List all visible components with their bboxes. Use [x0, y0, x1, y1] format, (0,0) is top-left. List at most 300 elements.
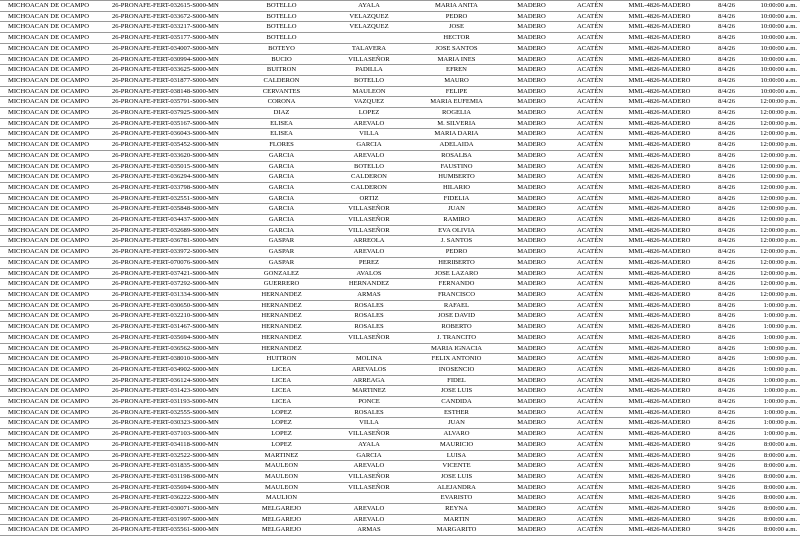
second-surname-cell: [329, 33, 409, 44]
date-cell: 8/4/26: [698, 289, 738, 300]
second-surname-cell: ORTIZ: [329, 193, 409, 204]
table-row: [0, 1, 800, 12]
first-surname-cell: MAULEON: [234, 471, 329, 482]
table-row: [0, 86, 800, 97]
second-surname-cell: [329, 343, 409, 354]
state-cell: MICHOACAN DE OCAMPO: [0, 332, 104, 343]
second-surname-cell: PADILLA: [329, 65, 409, 76]
center-code-cell: MML-4826-MADERO: [621, 504, 698, 515]
table-row: [0, 461, 800, 472]
given-name-cell: MARIA EUFEMIA: [409, 97, 504, 108]
first-surname-cell: HERNANDEZ: [234, 322, 329, 333]
municipality-cell: MADERO: [504, 450, 559, 461]
table-row: [0, 322, 800, 333]
time-cell: 8:00:00 a.m.: [738, 514, 800, 525]
state-cell: MICHOACAN DE OCAMPO: [0, 257, 104, 268]
folio-cell: 26-PRONAFE-FERT-035177-S000-MN: [104, 33, 234, 44]
date-cell: 8/4/26: [698, 247, 738, 258]
center-code-cell: MML-4826-MADERO: [621, 193, 698, 204]
second-surname-cell: VILLASEÑOR: [329, 471, 409, 482]
folio-cell: 26-PRONAFE-FERT-032689-S000-MN: [104, 225, 234, 236]
municipality-cell: MADERO: [504, 461, 559, 472]
given-name-cell: RAFAEL: [409, 300, 504, 311]
state-cell: MICHOACAN DE OCAMPO: [0, 525, 104, 536]
second-surname-cell: AVALOS: [329, 268, 409, 279]
second-surname-cell: VILLA: [329, 418, 409, 429]
table-row: [0, 225, 800, 236]
center-code-cell: MML-4826-MADERO: [621, 493, 698, 504]
second-surname-cell: HERNANDEZ: [329, 279, 409, 290]
table-row: [0, 450, 800, 461]
first-surname-cell: HERNANDEZ: [234, 332, 329, 343]
time-cell: 12:00:00 p.m.: [738, 150, 800, 161]
municipality-cell: MADERO: [504, 161, 559, 172]
center-code-cell: MML-4826-MADERO: [621, 75, 698, 86]
table-row: [0, 343, 800, 354]
locality-cell: ACATÉN: [559, 225, 621, 236]
municipality-cell: MADERO: [504, 54, 559, 65]
first-surname-cell: LICEA: [234, 364, 329, 375]
table-row: [0, 471, 800, 482]
given-name-cell: EVARISTO: [409, 493, 504, 504]
center-code-cell: MML-4826-MADERO: [621, 172, 698, 183]
table-row: [0, 386, 800, 397]
time-cell: 10:00:00 a.m.: [738, 33, 800, 44]
given-name-cell: EVA OLIVIA: [409, 225, 504, 236]
date-cell: 8/4/26: [698, 364, 738, 375]
locality-cell: ACATÉN: [559, 279, 621, 290]
given-name-cell: JOSE LUIS: [409, 471, 504, 482]
folio-cell: 26-PRONAFE-FERT-035694-S000-MN: [104, 482, 234, 493]
second-surname-cell: CALDERON: [329, 182, 409, 193]
folio-cell: 26-PRONAFE-FERT-038148-S000-MN: [104, 86, 234, 97]
municipality-cell: MADERO: [504, 193, 559, 204]
given-name-cell: ESTHER: [409, 407, 504, 418]
date-cell: 8/4/26: [698, 54, 738, 65]
locality-cell: ACATÉN: [559, 525, 621, 536]
date-cell: 8/4/26: [698, 182, 738, 193]
folio-cell: 26-PRONAFE-FERT-034118-S000-MN: [104, 439, 234, 450]
first-surname-cell: MELGAREJO: [234, 525, 329, 536]
first-surname-cell: GUERRERO: [234, 279, 329, 290]
time-cell: 12:00:00 p.m.: [738, 193, 800, 204]
time-cell: 12:00:00 p.m.: [738, 140, 800, 151]
second-surname-cell: PONCE: [329, 397, 409, 408]
time-cell: 12:00:00 p.m.: [738, 225, 800, 236]
state-cell: MICHOACAN DE OCAMPO: [0, 343, 104, 354]
given-name-cell: FAUSTINO: [409, 161, 504, 172]
second-surname-cell: VILLASEÑOR: [329, 204, 409, 215]
locality-cell: ACATÉN: [559, 354, 621, 365]
table-row: [0, 97, 800, 108]
first-surname-cell: HERNANDEZ: [234, 300, 329, 311]
table-row: [0, 236, 800, 247]
locality-cell: ACATÉN: [559, 204, 621, 215]
folio-cell: 26-PRONAFE-FERT-037292-S000-MN: [104, 279, 234, 290]
given-name-cell: LUISA: [409, 450, 504, 461]
given-name-cell: J. TRANCITO: [409, 332, 504, 343]
locality-cell: ACATÉN: [559, 172, 621, 183]
second-surname-cell: MOLINA: [329, 354, 409, 365]
municipality-cell: MADERO: [504, 397, 559, 408]
table-row: [0, 204, 800, 215]
center-code-cell: MML-4826-MADERO: [621, 182, 698, 193]
given-name-cell: MARIA DARIA: [409, 129, 504, 140]
time-cell: 8:00:00 a.m.: [738, 450, 800, 461]
state-cell: MICHOACAN DE OCAMPO: [0, 22, 104, 33]
center-code-cell: MML-4826-MADERO: [621, 289, 698, 300]
folio-cell: 26-PRONAFE-FERT-033972-S000-MN: [104, 247, 234, 258]
center-code-cell: MML-4826-MADERO: [621, 343, 698, 354]
given-name-cell: ALVARO: [409, 429, 504, 440]
given-name-cell: HUMBERTO: [409, 172, 504, 183]
state-cell: MICHOACAN DE OCAMPO: [0, 289, 104, 300]
municipality-cell: MADERO: [504, 279, 559, 290]
time-cell: 1:00:00 p.m.: [738, 397, 800, 408]
given-name-cell: HECTOR: [409, 33, 504, 44]
time-cell: 1:00:00 p.m.: [738, 332, 800, 343]
date-cell: 8/4/26: [698, 215, 738, 226]
date-cell: 9/4/26: [698, 514, 738, 525]
municipality-cell: MADERO: [504, 65, 559, 76]
municipality-cell: MADERO: [504, 22, 559, 33]
second-surname-cell: VILLASEÑOR: [329, 225, 409, 236]
time-cell: 12:00:00 p.m.: [738, 161, 800, 172]
locality-cell: ACATÉN: [559, 439, 621, 450]
center-code-cell: MML-4826-MADERO: [621, 268, 698, 279]
municipality-cell: MADERO: [504, 43, 559, 54]
folio-cell: 26-PRONAFE-FERT-035561-S000-MN: [104, 525, 234, 536]
table-row: [0, 354, 800, 365]
date-cell: 8/4/26: [698, 140, 738, 151]
folio-cell: 26-PRONAFE-FERT-032551-S000-MN: [104, 193, 234, 204]
date-cell: 8/4/26: [698, 332, 738, 343]
given-name-cell: ROGELIA: [409, 108, 504, 119]
center-code-cell: MML-4826-MADERO: [621, 1, 698, 12]
first-surname-cell: BOTELLO: [234, 11, 329, 22]
state-cell: MICHOACAN DE OCAMPO: [0, 322, 104, 333]
first-surname-cell: LOPEZ: [234, 439, 329, 450]
first-surname-cell: MAULEON: [234, 461, 329, 472]
first-surname-cell: HUITRON: [234, 354, 329, 365]
center-code-cell: MML-4826-MADERO: [621, 311, 698, 322]
given-name-cell: FRANCISCO: [409, 289, 504, 300]
folio-cell: 26-PRONAFE-FERT-037103-S000-MN: [104, 429, 234, 440]
state-cell: MICHOACAN DE OCAMPO: [0, 375, 104, 386]
given-name-cell: CANDIDA: [409, 397, 504, 408]
municipality-cell: MADERO: [504, 322, 559, 333]
municipality-cell: MADERO: [504, 300, 559, 311]
table-row: [0, 161, 800, 172]
given-name-cell: JOSE LUIS: [409, 386, 504, 397]
date-cell: 8/4/26: [698, 225, 738, 236]
table-row: [0, 215, 800, 226]
center-code-cell: MML-4826-MADERO: [621, 43, 698, 54]
first-surname-cell: GARCIA: [234, 225, 329, 236]
table-row: [0, 375, 800, 386]
municipality-cell: MADERO: [504, 407, 559, 418]
time-cell: 10:00:00 a.m.: [738, 1, 800, 12]
first-surname-cell: BOTELLO: [234, 33, 329, 44]
given-name-cell: FELIPE: [409, 86, 504, 97]
center-code-cell: MML-4826-MADERO: [621, 386, 698, 397]
first-surname-cell: CERVANTES: [234, 86, 329, 97]
first-surname-cell: ELISEA: [234, 129, 329, 140]
folio-cell: 26-PRONAFE-FERT-035848-S000-MN: [104, 204, 234, 215]
table-row: [0, 22, 800, 33]
state-cell: MICHOACAN DE OCAMPO: [0, 108, 104, 119]
given-name-cell: JUAN: [409, 418, 504, 429]
center-code-cell: MML-4826-MADERO: [621, 397, 698, 408]
first-surname-cell: GARCIA: [234, 193, 329, 204]
state-cell: MICHOACAN DE OCAMPO: [0, 514, 104, 525]
first-surname-cell: MARTINEZ: [234, 450, 329, 461]
municipality-cell: MADERO: [504, 439, 559, 450]
center-code-cell: MML-4826-MADERO: [621, 439, 698, 450]
time-cell: 10:00:00 a.m.: [738, 86, 800, 97]
first-surname-cell: GARCIA: [234, 172, 329, 183]
municipality-cell: MADERO: [504, 289, 559, 300]
second-surname-cell: ARMAS: [329, 289, 409, 300]
center-code-cell: MML-4826-MADERO: [621, 407, 698, 418]
folio-cell: 26-PRONAFE-FERT-035015-S000-MN: [104, 161, 234, 172]
first-surname-cell: GASPAR: [234, 257, 329, 268]
state-cell: MICHOACAN DE OCAMPO: [0, 397, 104, 408]
center-code-cell: MML-4826-MADERO: [621, 11, 698, 22]
table-row: [0, 247, 800, 258]
folio-cell: 26-PRONAFE-FERT-036294-S000-MN: [104, 172, 234, 183]
first-surname-cell: BOTELLO: [234, 22, 329, 33]
folio-cell: 26-PRONAFE-FERT-034902-S000-MN: [104, 364, 234, 375]
second-surname-cell: ARREOLA: [329, 236, 409, 247]
municipality-cell: MADERO: [504, 332, 559, 343]
table-row: [0, 33, 800, 44]
first-surname-cell: GASPAR: [234, 247, 329, 258]
folio-cell: 26-PRONAFE-FERT-030994-S000-MN: [104, 54, 234, 65]
table-row: [0, 300, 800, 311]
second-surname-cell: VILLASEÑOR: [329, 332, 409, 343]
date-cell: 9/4/26: [698, 504, 738, 515]
first-surname-cell: ELISEA: [234, 118, 329, 129]
table-row: [0, 75, 800, 86]
locality-cell: ACATÉN: [559, 215, 621, 226]
first-surname-cell: LICEA: [234, 375, 329, 386]
folio-cell: 26-PRONAFE-FERT-036124-S000-MN: [104, 375, 234, 386]
first-surname-cell: MELGAREJO: [234, 514, 329, 525]
time-cell: 12:00:00 p.m.: [738, 257, 800, 268]
municipality-cell: MADERO: [504, 268, 559, 279]
locality-cell: ACATÉN: [559, 65, 621, 76]
table-row: [0, 514, 800, 525]
second-surname-cell: ROSALES: [329, 407, 409, 418]
given-name-cell: REYNA: [409, 504, 504, 515]
time-cell: 10:00:00 a.m.: [738, 22, 800, 33]
date-cell: 8/4/26: [698, 22, 738, 33]
date-cell: 8/4/26: [698, 129, 738, 140]
municipality-cell: MADERO: [504, 11, 559, 22]
first-surname-cell: CALDERON: [234, 75, 329, 86]
first-surname-cell: MAULEON: [234, 482, 329, 493]
municipality-cell: MADERO: [504, 375, 559, 386]
table-row: [0, 504, 800, 515]
second-surname-cell: VELAZQUEZ: [329, 22, 409, 33]
center-code-cell: MML-4826-MADERO: [621, 118, 698, 129]
date-cell: 8/4/26: [698, 397, 738, 408]
table-row: [0, 407, 800, 418]
given-name-cell: HERIBERTO: [409, 257, 504, 268]
center-code-cell: MML-4826-MADERO: [621, 204, 698, 215]
second-surname-cell: AREVALO: [329, 118, 409, 129]
municipality-cell: MADERO: [504, 150, 559, 161]
state-cell: MICHOACAN DE OCAMPO: [0, 279, 104, 290]
state-cell: MICHOACAN DE OCAMPO: [0, 354, 104, 365]
given-name-cell: JOSE LAZARO: [409, 268, 504, 279]
date-cell: 8/4/26: [698, 429, 738, 440]
locality-cell: ACATÉN: [559, 450, 621, 461]
municipality-cell: MADERO: [504, 172, 559, 183]
locality-cell: ACATÉN: [559, 247, 621, 258]
time-cell: 10:00:00 a.m.: [738, 54, 800, 65]
first-surname-cell: HERNANDEZ: [234, 311, 329, 322]
locality-cell: ACATÉN: [559, 429, 621, 440]
folio-cell: 26-PRONAFE-FERT-031467-S000-MN: [104, 322, 234, 333]
locality-cell: ACATÉN: [559, 118, 621, 129]
date-cell: 8/4/26: [698, 268, 738, 279]
folio-cell: 26-PRONAFE-FERT-038010-S000-MN: [104, 354, 234, 365]
state-cell: MICHOACAN DE OCAMPO: [0, 54, 104, 65]
locality-cell: ACATÉN: [559, 193, 621, 204]
first-surname-cell: MELGAREJO: [234, 504, 329, 515]
second-surname-cell: LOPEZ: [329, 108, 409, 119]
locality-cell: ACATÉN: [559, 43, 621, 54]
date-cell: 8/4/26: [698, 386, 738, 397]
municipality-cell: MADERO: [504, 86, 559, 97]
locality-cell: ACATÉN: [559, 75, 621, 86]
time-cell: 1:00:00 p.m.: [738, 300, 800, 311]
given-name-cell: PEDRO: [409, 11, 504, 22]
second-surname-cell: VILLASEÑOR: [329, 482, 409, 493]
time-cell: 12:00:00 p.m.: [738, 97, 800, 108]
first-surname-cell: BUCIO: [234, 54, 329, 65]
second-surname-cell: GARCIA: [329, 140, 409, 151]
folio-cell: 26-PRONAFE-FERT-036043-S000-MN: [104, 129, 234, 140]
date-cell: 8/4/26: [698, 322, 738, 333]
center-code-cell: MML-4826-MADERO: [621, 322, 698, 333]
date-cell: 8/4/26: [698, 33, 738, 44]
time-cell: 8:00:00 a.m.: [738, 439, 800, 450]
state-cell: MICHOACAN DE OCAMPO: [0, 247, 104, 258]
date-cell: 8/4/26: [698, 343, 738, 354]
state-cell: MICHOACAN DE OCAMPO: [0, 504, 104, 515]
municipality-cell: MADERO: [504, 204, 559, 215]
municipality-cell: MADERO: [504, 354, 559, 365]
locality-cell: ACATÉN: [559, 140, 621, 151]
date-cell: 8/4/26: [698, 161, 738, 172]
given-name-cell: INOSENCIO: [409, 364, 504, 375]
date-cell: 8/4/26: [698, 418, 738, 429]
locality-cell: ACATÉN: [559, 514, 621, 525]
folio-cell: 26-PRONAFE-FERT-037421-S000-MN: [104, 268, 234, 279]
folio-cell: 26-PRONAFE-FERT-031198-S000-MN: [104, 471, 234, 482]
state-cell: MICHOACAN DE OCAMPO: [0, 97, 104, 108]
date-cell: 8/4/26: [698, 65, 738, 76]
municipality-cell: MADERO: [504, 118, 559, 129]
locality-cell: ACATÉN: [559, 257, 621, 268]
time-cell: 10:00:00 a.m.: [738, 11, 800, 22]
folio-cell: 26-PRONAFE-FERT-070076-S000-MN: [104, 257, 234, 268]
state-cell: MICHOACAN DE OCAMPO: [0, 86, 104, 97]
folio-cell: 26-PRONAFE-FERT-034007-S000-MN: [104, 43, 234, 54]
center-code-cell: MML-4826-MADERO: [621, 247, 698, 258]
municipality-cell: MADERO: [504, 1, 559, 12]
state-cell: MICHOACAN DE OCAMPO: [0, 172, 104, 183]
time-cell: 12:00:00 p.m.: [738, 172, 800, 183]
second-surname-cell: AREVALO: [329, 150, 409, 161]
table-row: [0, 118, 800, 129]
locality-cell: ACATÉN: [559, 322, 621, 333]
second-surname-cell: ROSALES: [329, 300, 409, 311]
time-cell: 1:00:00 p.m.: [738, 386, 800, 397]
locality-cell: ACATÉN: [559, 386, 621, 397]
table-row: [0, 493, 800, 504]
given-name-cell: FIDEL: [409, 375, 504, 386]
second-surname-cell: AYALA: [329, 1, 409, 12]
table-row: [0, 289, 800, 300]
municipality-cell: MADERO: [504, 129, 559, 140]
first-surname-cell: LOPEZ: [234, 418, 329, 429]
date-cell: 8/4/26: [698, 1, 738, 12]
folio-cell: 26-PRONAFE-FERT-031997-S000-MN: [104, 514, 234, 525]
given-name-cell: ALEJANDRA: [409, 482, 504, 493]
date-cell: 9/4/26: [698, 439, 738, 450]
date-cell: 8/4/26: [698, 86, 738, 97]
date-cell: 8/4/26: [698, 43, 738, 54]
folio-cell: 26-PRONAFE-FERT-037925-S000-MN: [104, 108, 234, 119]
time-cell: 8:00:00 a.m.: [738, 482, 800, 493]
state-cell: MICHOACAN DE OCAMPO: [0, 150, 104, 161]
date-cell: 9/4/26: [698, 493, 738, 504]
given-name-cell: JOSE: [409, 22, 504, 33]
given-name-cell: FERNANDO: [409, 279, 504, 290]
given-name-cell: FELIX ANTONIO: [409, 354, 504, 365]
locality-cell: ACATÉN: [559, 33, 621, 44]
folio-cell: 26-PRONAFE-FERT-030650-S000-MN: [104, 300, 234, 311]
first-surname-cell: GARCIA: [234, 161, 329, 172]
second-surname-cell: AREVALO: [329, 461, 409, 472]
given-name-cell: MARIA IGNACIA: [409, 343, 504, 354]
time-cell: 10:00:00 a.m.: [738, 65, 800, 76]
locality-cell: ACATÉN: [559, 236, 621, 247]
folio-cell: 26-PRONAFE-FERT-035791-S000-MN: [104, 97, 234, 108]
center-code-cell: MML-4826-MADERO: [621, 461, 698, 472]
state-cell: MICHOACAN DE OCAMPO: [0, 364, 104, 375]
center-code-cell: MML-4826-MADERO: [621, 354, 698, 365]
first-surname-cell: DIAZ: [234, 108, 329, 119]
center-code-cell: MML-4826-MADERO: [621, 150, 698, 161]
given-name-cell: ROSALBA: [409, 150, 504, 161]
date-cell: 8/4/26: [698, 279, 738, 290]
second-surname-cell: VELAZQUEZ: [329, 11, 409, 22]
municipality-cell: MADERO: [504, 364, 559, 375]
time-cell: 8:00:00 a.m.: [738, 525, 800, 536]
time-cell: 8:00:00 a.m.: [738, 471, 800, 482]
locality-cell: ACATÉN: [559, 461, 621, 472]
table-row: [0, 129, 800, 140]
time-cell: 10:00:00 a.m.: [738, 43, 800, 54]
municipality-cell: MADERO: [504, 215, 559, 226]
table-row: [0, 54, 800, 65]
second-surname-cell: AREVALOS: [329, 364, 409, 375]
